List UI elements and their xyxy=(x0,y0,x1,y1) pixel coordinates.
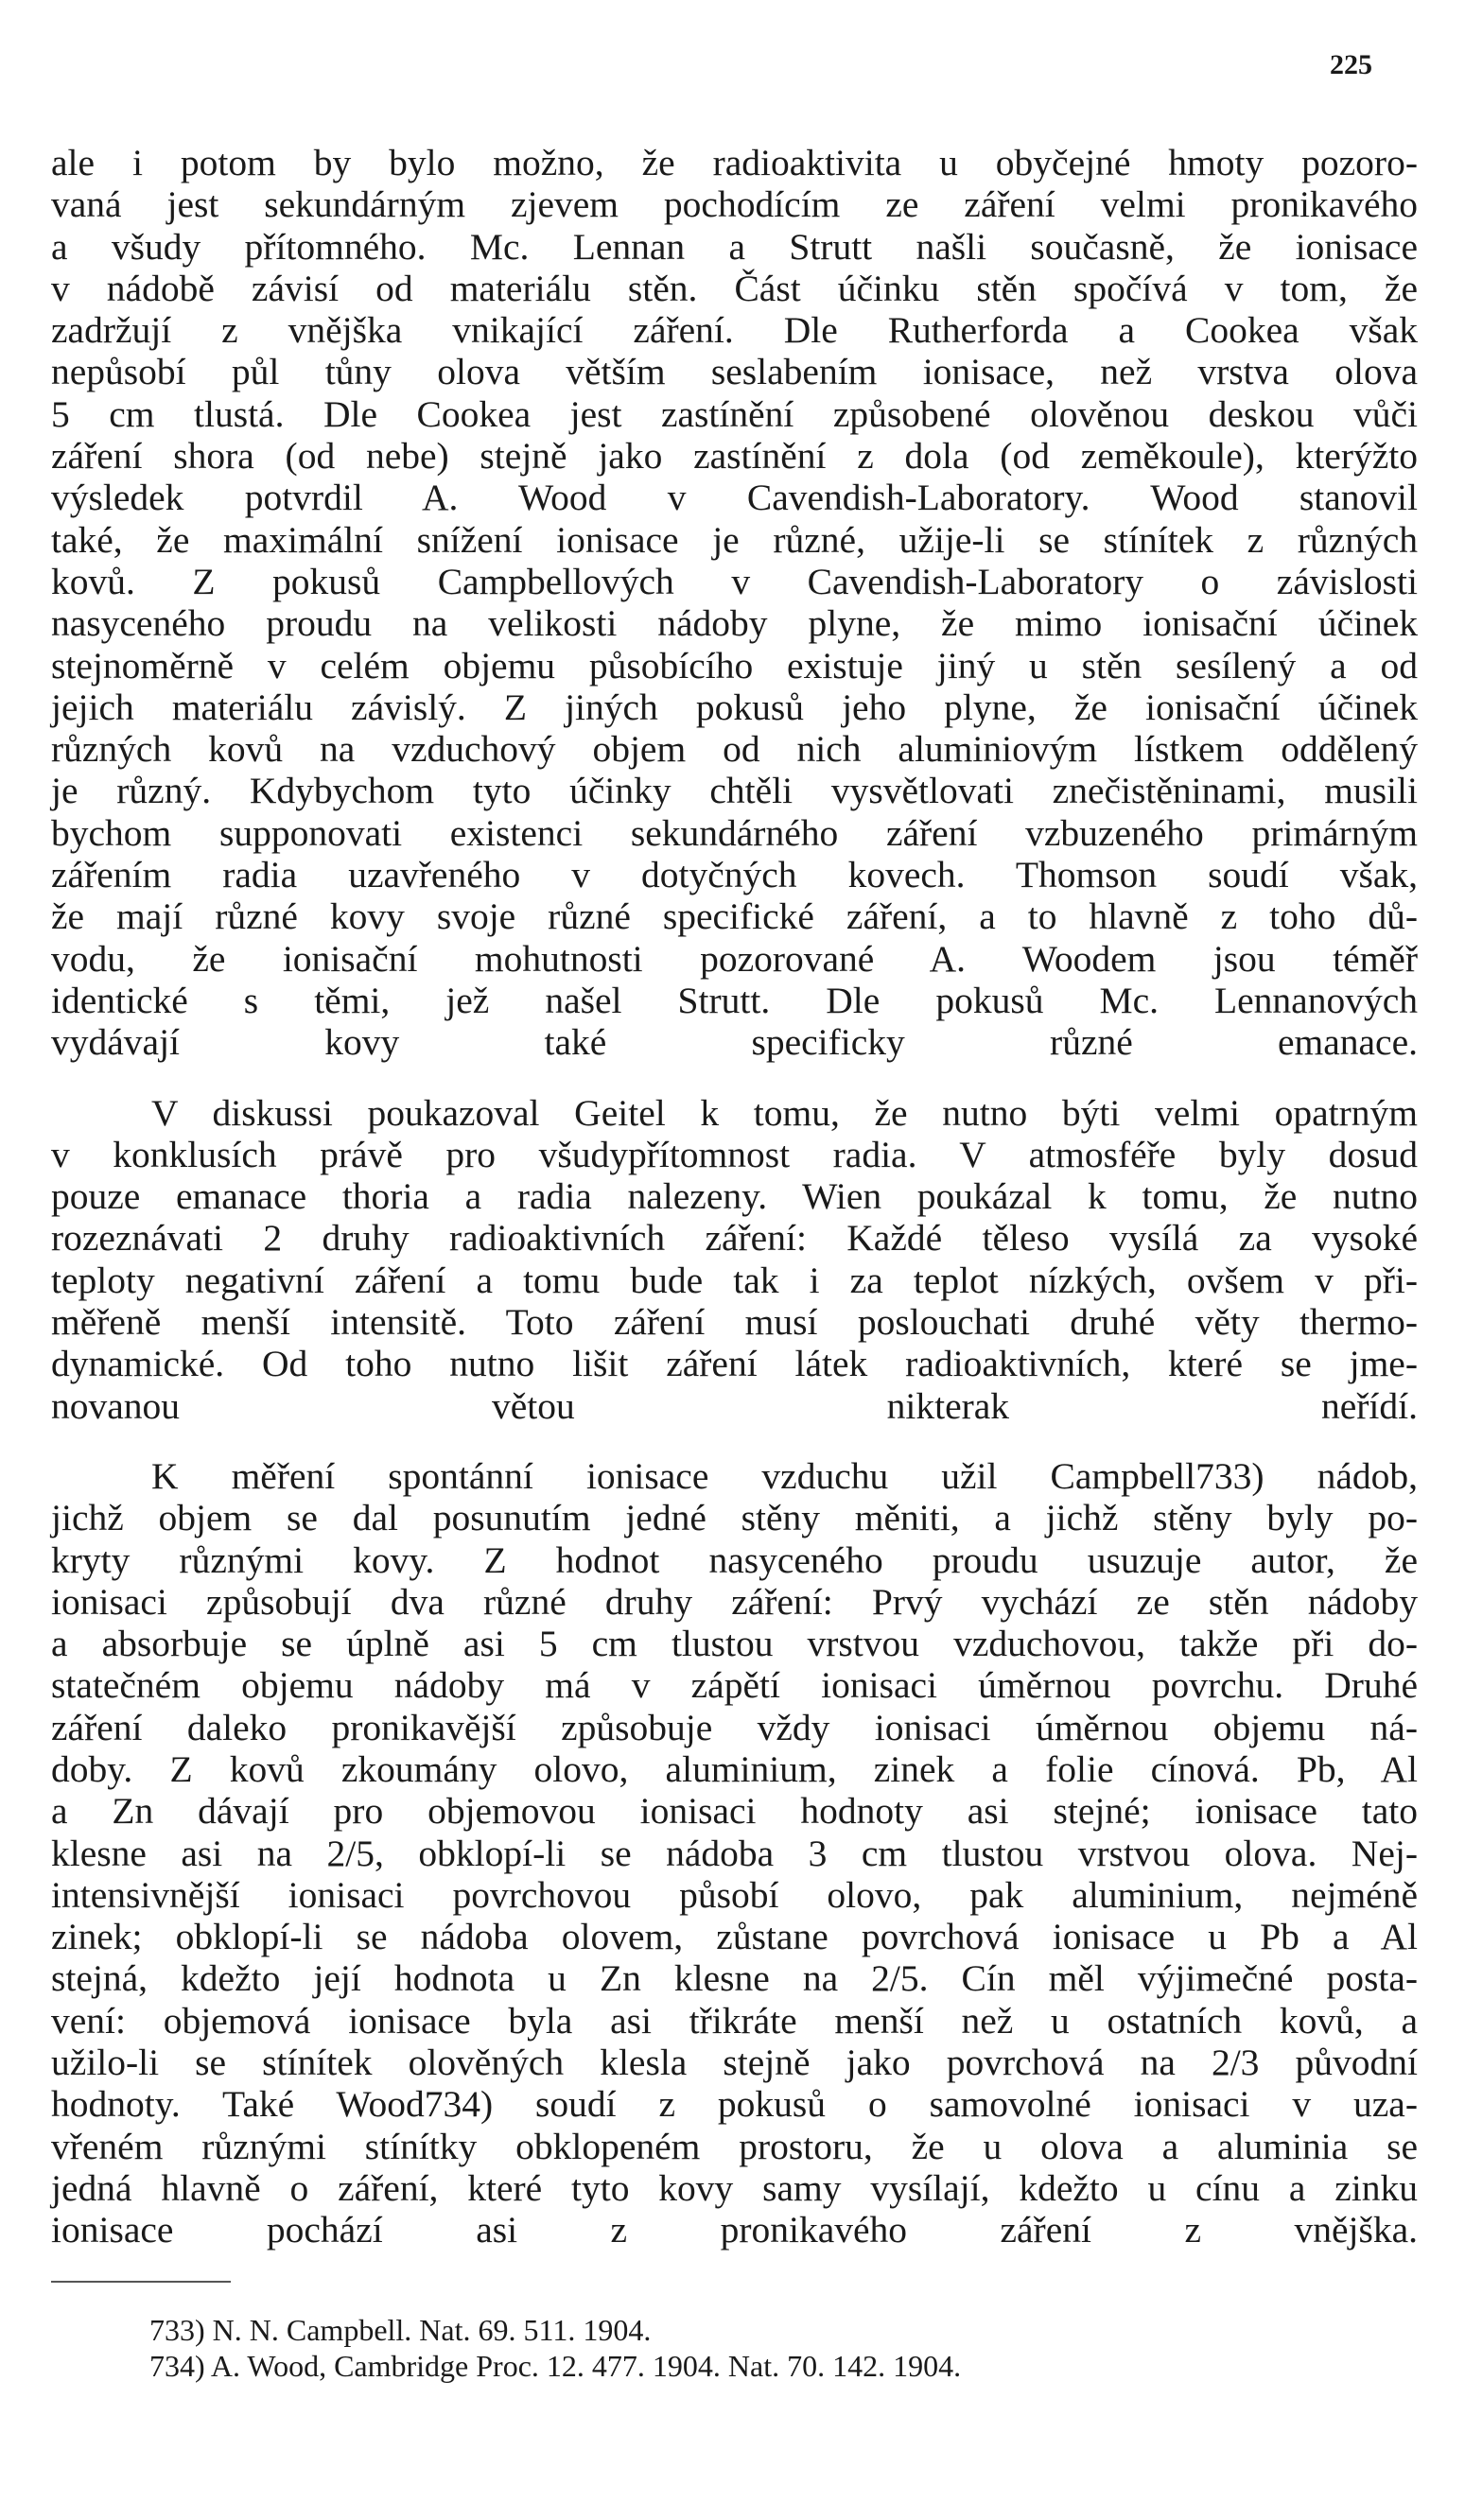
text-line: měřeně menší intensitě. Toto záření musí poslouchati druhé věty thermo- xyxy=(51,1301,1418,1344)
text-line: a Zn dávají pro objemovou ionisaci hodnoty asi stejné; ionisace tato xyxy=(51,1790,1418,1833)
text-line: bychom supponovati existenci sekundárného záření vzbuzeného primárným xyxy=(51,811,1418,854)
text-line: ionisaci způsobují dva různé druhy záření: Prvý vychází ze stěn nádoby xyxy=(51,1580,1418,1623)
text-line: a absorbuje se úplně asi 5 cm tlustou vrstvou vzduchovou, takže při do- xyxy=(51,1623,1418,1665)
text-line: užilo-li se stínítek olověných klesla stejně jako povrchová na 2/3 původní xyxy=(51,2042,1418,2084)
text-line: doby. Z kovů zkoumány olovo, aluminium, zinek a folie cínová. Pb, Al xyxy=(51,1747,1418,1790)
text-line: zinek; obklopí-li se nádoba olovem, zůstane povrchová ionisace u Pb a Al xyxy=(51,1916,1418,1958)
text-line: vodu, že ionisační mohutnosti pozorované A. Woodem jsou téměř xyxy=(51,937,1418,980)
text-line: zářením radia uzavřeného v dotyčných kovech. Thomson soudí však, xyxy=(51,854,1418,896)
text-line: intensivnější ionisaci povrchovou působí olovo, pak aluminium, nejméně xyxy=(51,1873,1418,1916)
page-number: 225 xyxy=(1330,49,1372,80)
text-line: jejich materiálu závislý. Z jiných pokusů jeho plyne, že ionisační účinek xyxy=(51,686,1418,728)
text-line: dynamické. Od toho nutno lišit záření látek radioaktivních, které se jme- xyxy=(51,1343,1418,1385)
text-line: klesne asi na 2/5, obklopí-li se nádoba 3 cm tlustou vrstvou olova. Nej- xyxy=(51,1832,1418,1874)
text-line: a všudy přítomného. Mc. Lennan a Strutt našli současně, že ionisace xyxy=(51,225,1418,268)
footnote: 733) N. N. Campbell. Nat. 69. 511. 1904. xyxy=(149,2313,652,2347)
text-line: je různý. Kdybychom tyto účinky chtěli vysvětlovati znečistěninami, musili xyxy=(51,770,1418,812)
text-line: nasyceného proudu na velikosti nádoby plyne, že mimo ionisační účinek xyxy=(51,602,1418,645)
footnote: 734) A. Wood, Cambridge Proc. 12. 477. 1904. Nat. 70. 142. 1904. xyxy=(149,2349,962,2383)
text-line: stejná, kdežto její hodnota u Zn klesne na 2/5. Cín měl výjimečné posta- xyxy=(51,1957,1418,2000)
text-line: statečném objemu nádoby má v zápětí ionisaci úměrnou povrchu. Druhé xyxy=(51,1664,1418,1707)
text-line: rozeznávati 2 druhy radioaktivních záření: Každé těleso vysílá za vysoké xyxy=(51,1217,1418,1260)
text-line: vydávají kovy také specificky různé emanace. xyxy=(51,1021,1418,1064)
body-text xyxy=(51,142,1418,2251)
text-line: vení: objemová ionisace byla asi třikráte menší než u ostatních kovů, a xyxy=(51,1999,1418,2042)
footnote-divider xyxy=(51,2281,231,2283)
text-line: kryty různými kovy. Z hodnot nasyceného proudu usuzuje autor, že xyxy=(51,1538,1418,1581)
text-line: záření shora (od nebe) stejně jako zastínění z dola (od zeměkoule), kterýžto xyxy=(51,435,1418,478)
text-line: ionisace pochází asi z pronikavého záření z vnějška. xyxy=(51,2209,1418,2251)
text-line: v nádobě závisí od materiálu stěn. Část účinku stěn spočívá v tom, že xyxy=(51,267,1418,309)
text-line: V diskussi poukazoval Geitel k tomu, že nutno býti velmi opatrným xyxy=(151,1091,1418,1134)
text-line: K měření spontánní ionisace vzduchu užil Campbell733) nádob, xyxy=(151,1454,1418,1497)
text-line: výsledek potvrdil A. Wood v Cavendish-Laboratory. Wood stanovil xyxy=(51,477,1418,519)
text-line: v konklusích právě pro všudypřítomnost radia. V atmosféře byly dosud xyxy=(51,1133,1418,1175)
text-line: kovů. Z pokusů Campbellových v Cavendish-Laboratory o závislosti xyxy=(51,560,1418,602)
text-line: také, že maximální snížení ionisace je různé, užije-li se stínítek z různých xyxy=(51,518,1418,561)
text-line: ale i potom by bylo možno, že radioaktivita u obyčejné hmoty pozoro- xyxy=(51,142,1418,183)
text-line: identické s těmi, jež našel Strutt. Dle pokusů Mc. Lennanových xyxy=(51,979,1418,1021)
text-line: jedná hlavně o záření, které tyto kovy samy vysílají, kdežto u cínu a zinku xyxy=(51,2166,1418,2209)
text-line: jichž objem se dal posunutím jedné stěny měniti, a jichž stěny byly po- xyxy=(51,1497,1418,1539)
text-line: že mají různé kovy svoje různé specifické záření, a to hlavně z toho dů- xyxy=(51,895,1418,938)
text-line: stejnoměrně v celém objemu působícího existuje jiný u stěn sesílený a od xyxy=(51,644,1418,686)
paragraph xyxy=(51,1092,1418,1427)
text-line: 5 cm tlustá. Dle Cookea jest zastínění způsobené olověnou deskou vůči xyxy=(51,392,1418,435)
text-line: pouze emanace thoria a radia nalezeny. Wien poukázal k tomu, že nutno xyxy=(51,1175,1418,1218)
text-line: nepůsobí půl tůny olova větším seslabením ionisace, než vrstva olova xyxy=(51,351,1418,393)
text-line: novanou větou nikterak neřídí. xyxy=(51,1384,1418,1427)
text-line: teploty negativní záření a tomu bude tak i za teplot nízkých, ovšem v při- xyxy=(51,1259,1418,1301)
text-line: hodnoty. Také Wood734) soudí z pokusů o samovolné ionisaci v uza- xyxy=(51,2083,1418,2126)
paragraph xyxy=(51,142,1418,1064)
text-line: zadržují z vnějška vnikající záření. Dle Rutherforda a Cookea však xyxy=(51,309,1418,352)
text-line: záření daleko pronikavější způsobuje vždy ionisaci úměrnou objemu ná- xyxy=(51,1706,1418,1748)
text-line: různých kovů na vzduchový objem od nich aluminiovým lístkem oddělený xyxy=(51,728,1418,771)
text-line: vaná jest sekundárným zjevem pochodícím ze záření velmi pronikavého xyxy=(51,183,1418,226)
paragraph xyxy=(51,1455,1418,2251)
text-line: vřeném různými stínítky obklopeném prostoru, že u olova a aluminia se xyxy=(51,2125,1418,2167)
